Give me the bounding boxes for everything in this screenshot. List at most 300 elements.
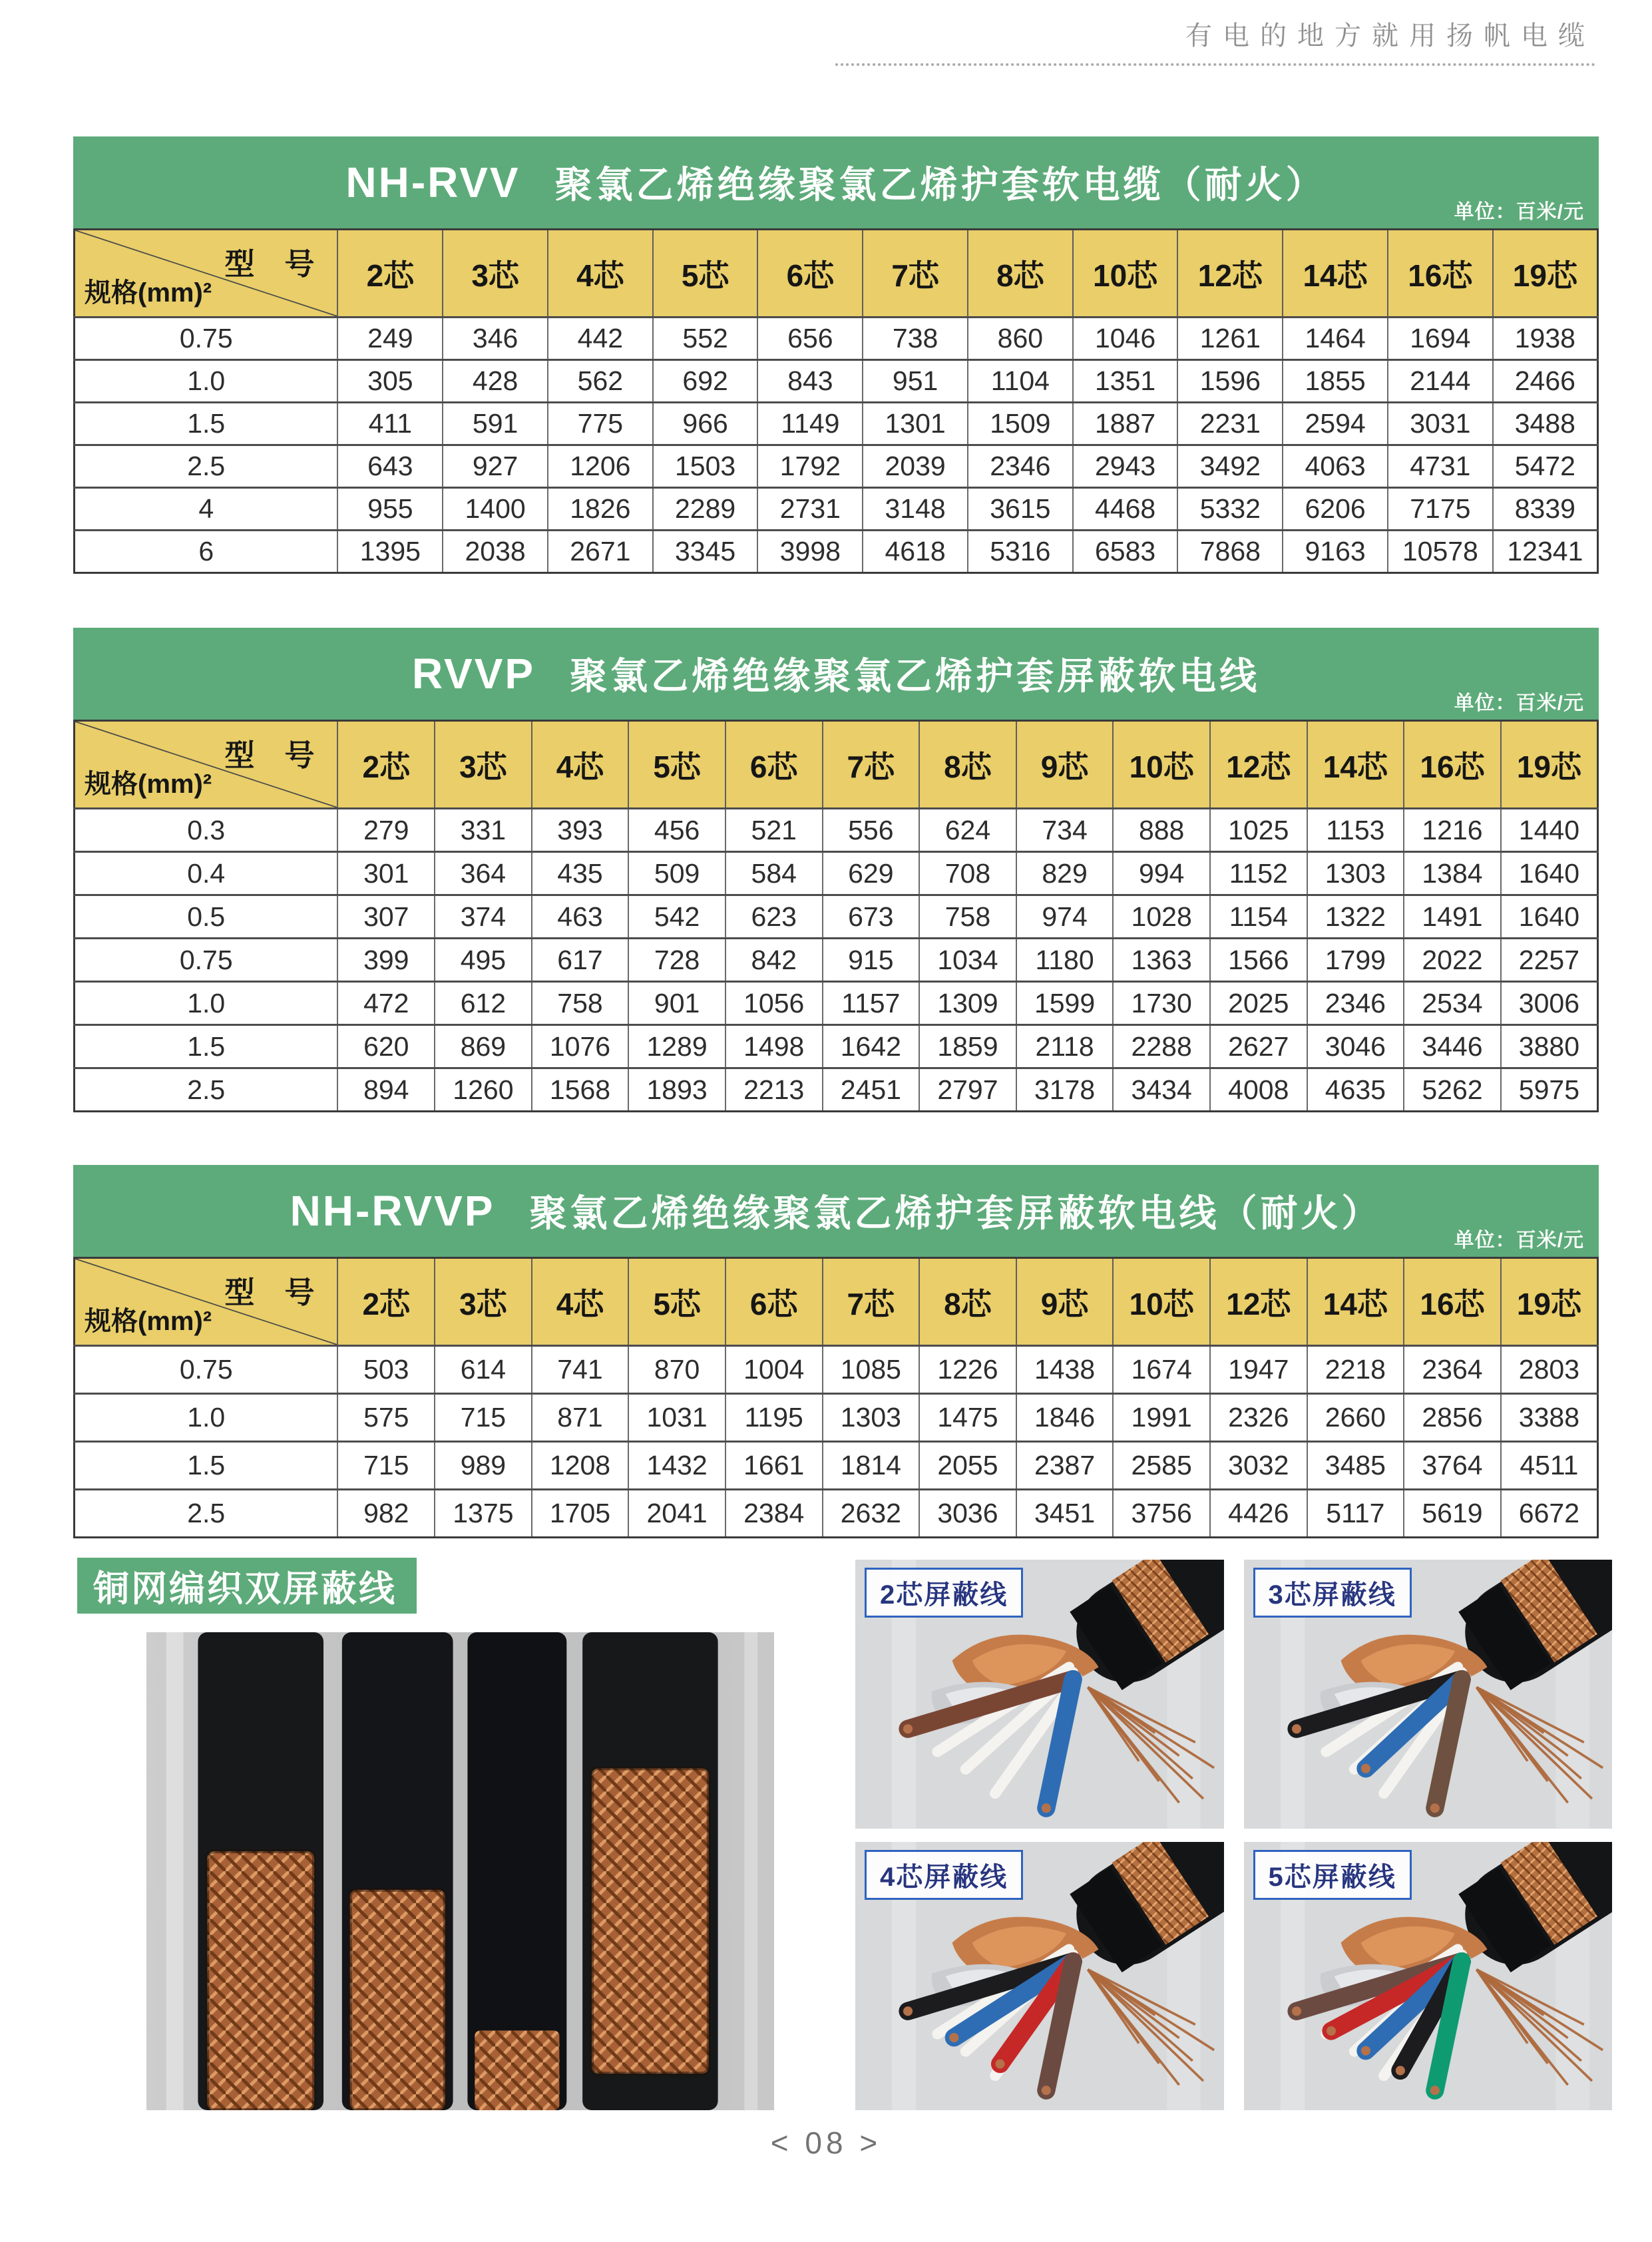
column-header: 9芯 — [1016, 721, 1114, 809]
price-cell: 951 — [863, 360, 968, 403]
price-cell: 1855 — [1283, 360, 1388, 403]
price-cell: 2632 — [823, 1490, 920, 1538]
price-cell: 1216 — [1404, 809, 1501, 852]
table-model: NH-RVV — [345, 158, 520, 206]
spec-cell: 0.75 — [75, 318, 338, 360]
column-header: 10芯 — [1073, 230, 1178, 318]
price-cell: 301 — [337, 852, 435, 895]
column-header: 12芯 — [1210, 1258, 1307, 1346]
column-header: 9芯 — [1016, 1258, 1114, 1346]
price-cell: 2346 — [968, 445, 1073, 488]
price-cell: 3006 — [1501, 982, 1598, 1025]
spec-cell: 1.0 — [75, 360, 338, 403]
price-cell: 6206 — [1283, 488, 1388, 531]
price-cell: 869 — [435, 1025, 532, 1068]
table-unit: 单位：百米/元 — [1454, 1230, 1584, 1251]
corner-bottom-label: 规格(mm)² — [85, 278, 212, 308]
price-cell: 3434 — [1113, 1068, 1210, 1112]
price-cell: 4008 — [1210, 1068, 1307, 1112]
price-cell: 1464 — [1283, 318, 1388, 360]
copper-braid-cables-photo — [146, 1632, 774, 2110]
table-row — [75, 445, 1598, 488]
price-cell: 1152 — [1210, 852, 1307, 895]
table-row — [75, 1490, 1598, 1538]
price-cell: 5117 — [1307, 1490, 1404, 1538]
price-cell: 3880 — [1501, 1025, 1598, 1068]
price-cell: 1694 — [1388, 318, 1493, 360]
header-slogan-block — [835, 15, 1595, 66]
price-cell: 1642 — [823, 1025, 920, 1068]
price-cell: 1076 — [532, 1025, 629, 1068]
column-header: 6芯 — [725, 721, 823, 809]
price-cell: 3998 — [757, 531, 863, 573]
price-cell: 1596 — [1177, 360, 1283, 403]
cable-photo-cell — [855, 1842, 1224, 2111]
price-cell: 1195 — [725, 1394, 823, 1442]
price-cell: 974 — [1016, 895, 1114, 939]
price-cell: 1859 — [919, 1025, 1016, 1068]
price-cell: 2289 — [653, 488, 758, 531]
column-header: 6芯 — [725, 1258, 823, 1346]
price-cell: 2660 — [1307, 1394, 1404, 1442]
price-cell: 472 — [337, 982, 435, 1025]
price-cell: 994 — [1113, 852, 1210, 895]
price-cell: 1503 — [653, 445, 758, 488]
price-cell: 6672 — [1501, 1490, 1598, 1538]
price-cell: 1384 — [1404, 852, 1501, 895]
price-cell: 888 — [1113, 809, 1210, 852]
price-cell: 1395 — [337, 531, 443, 573]
price-cell: 1826 — [548, 488, 653, 531]
price-cell: 3148 — [863, 488, 968, 531]
price-cell: 4635 — [1307, 1068, 1404, 1112]
price-cell: 982 — [337, 1490, 435, 1538]
price-cell: 1491 — [1404, 895, 1501, 939]
price-cell: 1938 — [1493, 318, 1598, 360]
table-unit: 单位：百米/元 — [1454, 201, 1584, 223]
price-cell: 955 — [337, 488, 443, 531]
corner-top-label: 型 号 — [224, 247, 315, 281]
column-header: 3芯 — [435, 1258, 532, 1346]
price-cell: 1792 — [757, 445, 863, 488]
corner-bottom-label: 规格(mm)² — [85, 1307, 212, 1336]
price-cell: 1261 — [1177, 318, 1283, 360]
price-cell: 2943 — [1073, 445, 1178, 488]
price-cell: 7175 — [1388, 488, 1493, 531]
column-header: 16芯 — [1404, 1258, 1501, 1346]
price-cell: 591 — [443, 403, 548, 445]
price-cell: 456 — [628, 809, 725, 852]
price-cell: 3764 — [1404, 1442, 1501, 1490]
column-header: 4芯 — [532, 721, 629, 809]
price-cell: 3036 — [919, 1490, 1016, 1538]
price-cell: 10578 — [1388, 531, 1493, 573]
table-row — [75, 531, 1598, 573]
price-cell: 2384 — [725, 1490, 823, 1538]
price-cell: 503 — [337, 1346, 435, 1394]
price-cell: 715 — [337, 1442, 435, 1490]
corner-cell — [75, 721, 338, 809]
price-table — [73, 228, 1599, 574]
price-cell: 2118 — [1016, 1025, 1114, 1068]
price-cell: 1438 — [1016, 1346, 1114, 1394]
price-cell: 495 — [435, 939, 532, 982]
table-row — [75, 809, 1598, 852]
spec-cell: 2.5 — [75, 1490, 338, 1538]
price-cell: 305 — [337, 360, 443, 403]
price-cell: 393 — [532, 809, 629, 852]
price-table-section-rvvp — [73, 628, 1599, 1112]
price-cell: 738 — [863, 318, 968, 360]
price-cell: 1025 — [1210, 809, 1307, 852]
price-cell: 2257 — [1501, 939, 1598, 982]
price-cell: 3388 — [1501, 1394, 1598, 1442]
price-cell: 1056 — [725, 982, 823, 1025]
cable-core-label: 5芯屏蔽线 — [1253, 1850, 1412, 1900]
table-title-band — [73, 1165, 1599, 1257]
price-table — [73, 1257, 1599, 1538]
table-unit: 单位：百米/元 — [1454, 692, 1584, 714]
price-cell: 2856 — [1404, 1394, 1501, 1442]
price-cell: 1887 — [1073, 403, 1178, 445]
price-cell: 2231 — [1177, 403, 1283, 445]
column-header: 4芯 — [532, 1258, 629, 1346]
price-cell: 1260 — [435, 1068, 532, 1112]
price-cell: 629 — [823, 852, 920, 895]
price-cell: 3032 — [1210, 1442, 1307, 1490]
price-cell: 9163 — [1283, 531, 1388, 573]
spec-cell: 0.4 — [75, 852, 338, 895]
column-header: 14芯 — [1283, 230, 1388, 318]
page-number: < 08 > — [770, 2126, 882, 2160]
price-cell: 4426 — [1210, 1490, 1307, 1538]
price-cell: 12341 — [1493, 531, 1598, 573]
price-cell: 894 — [337, 1068, 435, 1112]
price-cell: 1085 — [823, 1346, 920, 1394]
price-cell: 1730 — [1113, 982, 1210, 1025]
price-cell: 1661 — [725, 1442, 823, 1490]
column-header: 10芯 — [1113, 1258, 1210, 1346]
price-cell: 2038 — [443, 531, 548, 573]
column-header: 5芯 — [628, 721, 725, 809]
price-cell: 623 — [725, 895, 823, 939]
price-cell: 624 — [919, 809, 1016, 852]
price-cell: 989 — [435, 1442, 532, 1490]
price-cell: 1432 — [628, 1442, 725, 1490]
price-cell: 2039 — [863, 445, 968, 488]
price-cell: 2218 — [1307, 1346, 1404, 1394]
price-cell: 3492 — [1177, 445, 1283, 488]
price-table-section-nh-rvvp — [73, 1165, 1599, 1538]
table-row — [75, 1025, 1598, 1068]
cable-core-label: 3芯屏蔽线 — [1253, 1568, 1412, 1618]
price-cell: 901 — [628, 982, 725, 1025]
column-header: 19芯 — [1493, 230, 1598, 318]
price-cell: 542 — [628, 895, 725, 939]
price-cell: 1180 — [1016, 939, 1114, 982]
column-header: 3芯 — [435, 721, 532, 809]
column-header: 8芯 — [968, 230, 1073, 318]
price-cell: 6583 — [1073, 531, 1178, 573]
price-cell: 331 — [435, 809, 532, 852]
table-row — [75, 895, 1598, 939]
price-cell: 1991 — [1113, 1394, 1210, 1442]
corner-cell — [75, 1258, 338, 1346]
price-cell: 5332 — [1177, 488, 1283, 531]
price-cell: 1157 — [823, 982, 920, 1025]
column-header: 2芯 — [337, 1258, 435, 1346]
price-cell: 2025 — [1210, 982, 1307, 1025]
spec-cell: 1.0 — [75, 982, 338, 1025]
price-cell: 2326 — [1210, 1394, 1307, 1442]
price-cell: 2731 — [757, 488, 863, 531]
price-cell: 1154 — [1210, 895, 1307, 939]
price-cell: 1206 — [548, 445, 653, 488]
spec-cell: 4 — [75, 488, 338, 531]
price-cell: 5262 — [1404, 1068, 1501, 1112]
price-cell: 692 — [653, 360, 758, 403]
price-cell: 860 — [968, 318, 1073, 360]
price-cell: 5316 — [968, 531, 1073, 573]
price-cell: 1375 — [435, 1490, 532, 1538]
column-header: 19芯 — [1501, 721, 1598, 809]
price-cell: 584 — [725, 852, 823, 895]
corner-cell — [75, 230, 338, 318]
spec-cell: 1.0 — [75, 1394, 338, 1442]
price-cell: 2041 — [628, 1490, 725, 1538]
price-cell: 1674 — [1113, 1346, 1210, 1394]
price-cell: 556 — [823, 809, 920, 852]
price-cell: 428 — [443, 360, 548, 403]
table-row — [75, 1346, 1598, 1394]
price-cell: 612 — [435, 982, 532, 1025]
price-cell: 2387 — [1016, 1442, 1114, 1490]
table-desc: 聚氯乙烯绝缘聚氯乙烯护套屏蔽软电线（耐火） — [529, 1192, 1382, 1234]
price-cell: 1400 — [443, 488, 548, 531]
column-header: 8芯 — [919, 1258, 1016, 1346]
spec-cell: 0.75 — [75, 1346, 338, 1394]
price-cell: 562 — [548, 360, 653, 403]
column-header: 14芯 — [1307, 1258, 1404, 1346]
price-cell: 617 — [532, 939, 629, 982]
price-table — [73, 720, 1599, 1112]
column-header: 7芯 — [823, 1258, 920, 1346]
price-cell: 2364 — [1404, 1346, 1501, 1394]
price-cell: 5619 — [1404, 1490, 1501, 1538]
price-cell: 715 — [435, 1394, 532, 1442]
price-cell: 2803 — [1501, 1346, 1598, 1394]
price-cell: 1004 — [725, 1346, 823, 1394]
price-cell: 915 — [823, 939, 920, 982]
price-cell: 656 — [757, 318, 863, 360]
price-cell: 552 — [653, 318, 758, 360]
price-cell: 870 — [628, 1346, 725, 1394]
price-cell: 1814 — [823, 1442, 920, 1490]
cable-photo-cell — [1244, 1560, 1613, 1829]
price-cell: 1351 — [1073, 360, 1178, 403]
price-cell: 1226 — [919, 1346, 1016, 1394]
price-cell: 7868 — [1177, 531, 1283, 573]
table-row — [75, 1442, 1598, 1490]
price-cell: 2534 — [1404, 982, 1501, 1025]
column-header: 6芯 — [757, 230, 863, 318]
price-cell: 1599 — [1016, 982, 1114, 1025]
spec-cell: 1.5 — [75, 403, 338, 445]
column-header: 19芯 — [1501, 1258, 1598, 1346]
price-cell: 435 — [532, 852, 629, 895]
table-row — [75, 318, 1598, 360]
price-cell: 775 — [548, 403, 653, 445]
cable-photo-cell — [1244, 1842, 1613, 2111]
price-cell: 279 — [337, 809, 435, 852]
price-cell: 249 — [337, 318, 443, 360]
price-cell: 708 — [919, 852, 1016, 895]
price-cell: 3446 — [1404, 1025, 1501, 1068]
price-cell: 2585 — [1113, 1442, 1210, 1490]
price-cell: 4731 — [1388, 445, 1493, 488]
table-row — [75, 360, 1598, 403]
price-cell: 1799 — [1307, 939, 1404, 982]
table-row — [75, 1394, 1598, 1442]
table-row — [75, 403, 1598, 445]
price-cell: 1566 — [1210, 939, 1307, 982]
corner-top-label: 型 号 — [224, 1275, 315, 1309]
price-cell: 966 — [653, 403, 758, 445]
table-model: RVVP — [411, 650, 536, 698]
price-cell: 741 — [532, 1346, 629, 1394]
price-cell: 3178 — [1016, 1068, 1114, 1112]
corner-top-label: 型 号 — [224, 738, 315, 772]
price-cell: 3485 — [1307, 1442, 1404, 1490]
price-cell: 575 — [337, 1394, 435, 1442]
column-header: 3芯 — [443, 230, 548, 318]
column-header: 12芯 — [1210, 721, 1307, 809]
spec-cell: 0.5 — [75, 895, 338, 939]
price-cell: 871 — [532, 1394, 629, 1442]
price-cell: 1028 — [1113, 895, 1210, 939]
column-header: 8芯 — [919, 721, 1016, 809]
price-cell: 1947 — [1210, 1346, 1307, 1394]
price-cell: 442 — [548, 318, 653, 360]
column-header: 7芯 — [823, 721, 920, 809]
column-header: 2芯 — [337, 721, 435, 809]
cable-photo-cell — [855, 1560, 1224, 1829]
price-cell: 728 — [628, 939, 725, 982]
price-cell: 843 — [757, 360, 863, 403]
price-cell: 1363 — [1113, 939, 1210, 982]
price-cell: 1149 — [757, 403, 863, 445]
price-cell: 2055 — [919, 1442, 1016, 1490]
column-header: 7芯 — [863, 230, 968, 318]
spec-cell: 1.5 — [75, 1442, 338, 1490]
price-cell: 2671 — [548, 531, 653, 573]
column-header: 4芯 — [548, 230, 653, 318]
header-slogan: 有电的地方就用扬帆电缆 — [1185, 21, 1595, 51]
spec-cell: 0.75 — [75, 939, 338, 982]
price-cell: 1509 — [968, 403, 1073, 445]
spec-cell: 6 — [75, 531, 338, 573]
price-cell: 3451 — [1016, 1490, 1114, 1538]
column-header: 5芯 — [628, 1258, 725, 1346]
price-cell: 399 — [337, 939, 435, 982]
price-cell: 1301 — [863, 403, 968, 445]
price-cell: 2594 — [1283, 403, 1388, 445]
price-cell: 2346 — [1307, 982, 1404, 1025]
price-cell: 346 — [443, 318, 548, 360]
price-cell: 1104 — [968, 360, 1073, 403]
price-cell: 3488 — [1493, 403, 1598, 445]
table-title-band — [73, 136, 1599, 228]
price-cell: 1893 — [628, 1068, 725, 1112]
price-cell: 734 — [1016, 809, 1114, 852]
price-cell: 643 — [337, 445, 443, 488]
price-cell: 614 — [435, 1346, 532, 1394]
table-row — [75, 852, 1598, 895]
price-cell: 5472 — [1493, 445, 1598, 488]
cable-core-label: 4芯屏蔽线 — [865, 1850, 1023, 1900]
table-desc: 聚氯乙烯绝缘聚氯乙烯护套屏蔽软电线 — [570, 655, 1261, 697]
table-row — [75, 488, 1598, 531]
price-cell: 1046 — [1073, 318, 1178, 360]
price-cell: 1031 — [628, 1394, 725, 1442]
price-cell: 2144 — [1388, 360, 1493, 403]
price-cell: 1309 — [919, 982, 1016, 1025]
price-cell: 4511 — [1501, 1442, 1598, 1490]
price-cell: 364 — [435, 852, 532, 895]
price-cell: 3756 — [1113, 1490, 1210, 1538]
price-cell: 2451 — [823, 1068, 920, 1112]
price-cell: 411 — [337, 403, 443, 445]
column-header: 10芯 — [1113, 721, 1210, 809]
column-header: 16芯 — [1404, 721, 1501, 809]
table-row — [75, 939, 1598, 982]
column-header: 16芯 — [1388, 230, 1493, 318]
price-cell: 4618 — [863, 531, 968, 573]
price-cell: 1303 — [823, 1394, 920, 1442]
spec-cell: 1.5 — [75, 1025, 338, 1068]
price-cell: 673 — [823, 895, 920, 939]
table-row — [75, 982, 1598, 1025]
price-cell: 1705 — [532, 1490, 629, 1538]
price-cell: 2022 — [1404, 939, 1501, 982]
price-cell: 5975 — [1501, 1068, 1598, 1112]
price-cell: 1640 — [1501, 895, 1598, 939]
price-cell: 927 — [443, 445, 548, 488]
price-cell: 3345 — [653, 531, 758, 573]
price-cell: 2627 — [1210, 1025, 1307, 1068]
price-cell: 1475 — [919, 1394, 1016, 1442]
price-cell: 1289 — [628, 1025, 725, 1068]
shielded-cable-gallery — [855, 1560, 1612, 2110]
cable-core-label: 2芯屏蔽线 — [865, 1568, 1023, 1618]
price-cell: 374 — [435, 895, 532, 939]
price-cell: 1208 — [532, 1442, 629, 1490]
table-desc: 聚氯乙烯绝缘聚氯乙烯护套软电缆（耐火） — [554, 164, 1327, 206]
price-cell: 1498 — [725, 1025, 823, 1068]
price-table-section-nh-rvv — [73, 136, 1599, 574]
price-cell: 3615 — [968, 488, 1073, 531]
price-cell: 1846 — [1016, 1394, 1114, 1442]
price-cell: 4063 — [1283, 445, 1388, 488]
price-cell: 1440 — [1501, 809, 1598, 852]
price-cell: 2213 — [725, 1068, 823, 1112]
price-cell: 620 — [337, 1025, 435, 1068]
double-shield-label: 铜网编织双屏蔽线 — [77, 1558, 417, 1614]
price-cell: 509 — [628, 852, 725, 895]
price-cell: 1568 — [532, 1068, 629, 1112]
price-cell: 758 — [919, 895, 1016, 939]
price-cell: 4468 — [1073, 488, 1178, 531]
